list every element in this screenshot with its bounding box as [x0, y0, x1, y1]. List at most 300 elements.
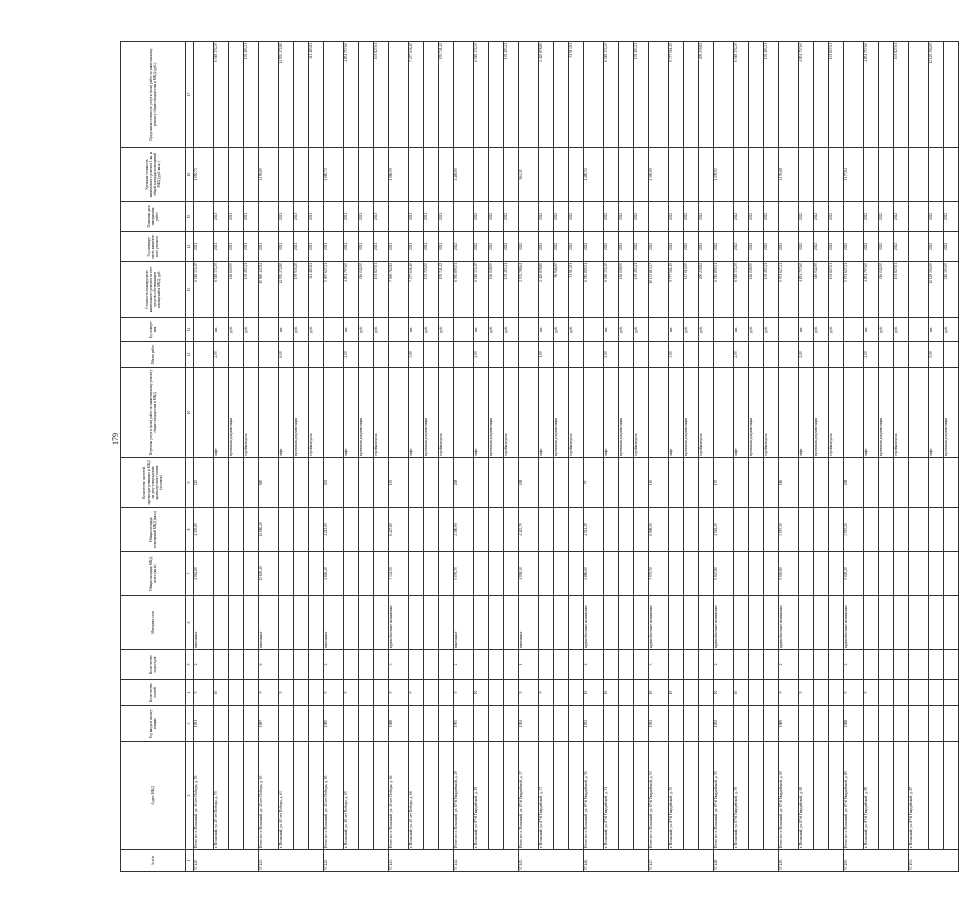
repair-year: 2022: [879, 232, 894, 262]
end-date: 2021: [294, 202, 309, 232]
premises-area: [489, 508, 504, 552]
premises-area: [569, 508, 584, 552]
table-row: [539, 42, 554, 872]
total-area: [504, 552, 519, 596]
total-area: 4 962,80: [194, 552, 214, 596]
build-year: [864, 706, 879, 742]
max-cost: [944, 42, 959, 148]
end-date: [909, 202, 929, 232]
total-area: [829, 552, 844, 596]
unit: шт.: [669, 318, 684, 342]
column-number: 10: [186, 368, 194, 458]
build-year: [294, 706, 309, 742]
residents: [409, 458, 424, 508]
column-number: 17: [186, 42, 194, 148]
repair-year: 2022: [929, 232, 944, 262]
floors: [489, 680, 504, 706]
unit-cost: [749, 148, 764, 202]
work-type: лифт: [539, 368, 554, 458]
table-row: [829, 42, 844, 872]
unit-cost: [879, 148, 894, 202]
max-cost: 101 827,61: [374, 42, 389, 148]
table-body: [194, 42, 959, 872]
work-type: стройконтроль: [439, 368, 454, 458]
table-row: [634, 42, 649, 872]
wall-material: [699, 596, 714, 650]
build-year: [814, 706, 829, 742]
repair-year: [909, 232, 929, 262]
entrances: [814, 650, 829, 680]
residents: [669, 458, 684, 508]
address: [749, 742, 764, 850]
max-cost: 209 239,82: [699, 42, 714, 148]
volume: [259, 342, 279, 368]
entrances: [684, 650, 699, 680]
build-year: 1992: [714, 706, 734, 742]
row-number: 57.140.: [194, 850, 259, 872]
work-type: проектная документация: [294, 368, 309, 458]
end-date: 2022: [554, 202, 569, 232]
residents: 580: [259, 458, 279, 508]
residents: 208: [519, 458, 539, 508]
volume: [359, 342, 374, 368]
volume: [489, 342, 504, 368]
unit: [584, 318, 604, 342]
column-header: Год планиру-емого капиталь-ного ремонта: [121, 232, 186, 262]
build-year: [229, 706, 244, 742]
residents: [294, 458, 309, 508]
entrances: 2: [779, 650, 799, 680]
planned-cost: 139 493,21: [504, 262, 519, 318]
rotated-document: [120, 42, 948, 872]
work-type: [649, 368, 669, 458]
volume: [699, 342, 714, 368]
row-number: 57.147.: [649, 850, 714, 872]
build-year: [214, 706, 229, 742]
table-row: [439, 42, 454, 872]
residents: [799, 458, 814, 508]
row-number: 57.150.: [844, 850, 909, 872]
planned-cost: 14 555 272,80: [279, 262, 294, 318]
unit-cost: [814, 148, 829, 202]
premises-area: 3 957,10: [779, 508, 799, 552]
table-row: [244, 42, 259, 872]
premises-area: [244, 508, 259, 552]
unit-cost: [439, 148, 454, 202]
floors: [879, 680, 894, 706]
column-number: 1: [186, 850, 194, 872]
repair-year: 2022: [699, 232, 714, 262]
max-cost: [424, 42, 439, 148]
unit: [714, 318, 734, 342]
unit-cost: [504, 148, 519, 202]
build-year: [409, 706, 424, 742]
floors: 10: [669, 680, 684, 706]
address: [879, 742, 894, 850]
wall-material: [359, 596, 374, 650]
total-area: [684, 552, 699, 596]
total-area: 5 076,70: [454, 552, 474, 596]
table-row: [749, 42, 764, 872]
planned-cost: 101 827,61: [374, 262, 389, 318]
build-year: [604, 706, 619, 742]
total-area: 4 826,40: [324, 552, 344, 596]
planned-cost: 9 777 561,45: [669, 262, 684, 318]
address: г. Волжский, ул. 87-й Гвардейской, д. 85: [864, 742, 879, 850]
work-type: лифт: [929, 368, 944, 458]
build-year: [929, 706, 944, 742]
planned-cost: 139 493,21: [244, 262, 259, 318]
end-date: 2022: [879, 202, 894, 232]
table-row: [604, 42, 619, 872]
table-row: [259, 42, 279, 872]
wall-material: крупноблочные силикатные: [389, 596, 409, 650]
premises-area: [634, 508, 649, 552]
repair-year: 2021: [194, 232, 214, 262]
address: [929, 742, 944, 850]
end-date: 2022: [489, 202, 504, 232]
work-type: [519, 368, 539, 458]
address-total: Итого по: г. Волжский, ул. 87-й Гвардейской, д. 51: [584, 742, 604, 850]
volume: [634, 342, 649, 368]
end-date: 2021: [279, 202, 294, 232]
unit: [519, 318, 539, 342]
table-row: [894, 42, 909, 872]
residents: 170: [714, 458, 734, 508]
wall-material: [489, 596, 504, 650]
table-row: [764, 42, 779, 872]
residents: 245: [194, 458, 214, 508]
column-number: 14: [186, 232, 194, 262]
work-type: лифт: [474, 368, 489, 458]
unit: руб.: [374, 318, 389, 342]
floors: 9: [454, 680, 474, 706]
total-area: [359, 552, 374, 596]
address: [244, 742, 259, 850]
wall-material: [374, 596, 389, 650]
work-type: [194, 368, 214, 458]
repair-year: 2022: [604, 232, 619, 262]
build-year: [799, 706, 814, 742]
max-cost: 6 518 374,30: [214, 42, 229, 148]
build-year: [699, 706, 714, 742]
repair-year: 2021: [259, 232, 279, 262]
max-cost: [194, 42, 214, 148]
volume: [909, 342, 929, 368]
entrances: 2: [714, 650, 734, 680]
build-year: [374, 706, 389, 742]
floors: [439, 680, 454, 706]
wall-material: панельные: [194, 596, 214, 650]
floors: [294, 680, 309, 706]
total-area: [309, 552, 324, 596]
premises-area: [669, 508, 684, 552]
entrances: [799, 650, 814, 680]
column-header: Коли-чество подъездов: [121, 650, 186, 680]
unit-cost: [359, 148, 374, 202]
wall-material: [894, 596, 909, 650]
volume: [244, 342, 259, 368]
max-cost: [879, 42, 894, 148]
work-type: проектная документация: [359, 368, 374, 458]
table-row: [279, 42, 294, 872]
total-cost: 6 783 895,51: [584, 262, 604, 318]
planned-cost: 101 827,61: [894, 262, 909, 318]
column-number: 13: [186, 262, 194, 318]
build-year: [539, 706, 554, 742]
floors: 9: [519, 680, 539, 706]
residents: [909, 458, 929, 508]
row-number: 57.142.: [324, 850, 389, 872]
repair-year: 2022: [764, 232, 779, 262]
max-cost: [619, 42, 634, 148]
table-row: [734, 42, 749, 872]
unit: шт.: [539, 318, 554, 342]
total-area: 4 886,60: [584, 552, 604, 596]
volume: [374, 342, 389, 368]
premises-area: [214, 508, 229, 552]
residents: [474, 458, 489, 508]
end-date: [454, 202, 474, 232]
premises-area: [929, 508, 944, 552]
address-total: Итого по: г. Волжский, ул. 87-й Гвардейской, д. 37: [519, 742, 539, 850]
max-cost: [584, 42, 604, 148]
end-date: 2022: [604, 202, 619, 232]
repair-year: 2022: [864, 232, 879, 262]
column-header: Материал стен: [121, 596, 186, 650]
table-row: [684, 42, 699, 872]
premises-area: [504, 508, 519, 552]
wall-material: панельные: [259, 596, 279, 650]
volume: [684, 342, 699, 368]
column-number: 5: [186, 650, 194, 680]
volume: [454, 342, 474, 368]
premises-area: 3 957,20: [844, 508, 864, 552]
entrances: [669, 650, 684, 680]
max-cost: [294, 42, 309, 148]
planned-cost: 126 028,00: [489, 262, 504, 318]
end-date: [779, 202, 799, 232]
repair-year: 2022: [454, 232, 474, 262]
unit-cost: [424, 148, 439, 202]
unit-cost: [909, 148, 929, 202]
max-cost: [909, 42, 929, 148]
unit-cost: 564,30: [519, 148, 539, 202]
floors: [229, 680, 244, 706]
work-type: проектная документация: [229, 368, 244, 458]
wall-material: [424, 596, 439, 650]
floors: 9: [779, 680, 799, 706]
floors: [504, 680, 519, 706]
premises-area: [764, 508, 779, 552]
repair-year: 2022: [489, 232, 504, 262]
unit: руб.: [439, 318, 454, 342]
floors: [374, 680, 389, 706]
build-year: [894, 706, 909, 742]
table-row: [554, 42, 569, 872]
planned-cost: 6 518 374,30: [474, 262, 489, 318]
address: [229, 742, 244, 850]
work-type: проектная документация: [879, 368, 894, 458]
unit-cost: [539, 148, 554, 202]
address: [814, 742, 829, 850]
end-date: 2021: [359, 202, 374, 232]
end-date: 2022: [814, 202, 829, 232]
premises-area: [684, 508, 699, 552]
work-type: стройконтроль: [504, 368, 519, 458]
max-cost: 139 493,21: [634, 42, 649, 148]
end-date: 2022: [894, 202, 909, 232]
entrances: 3: [649, 650, 669, 680]
end-date: 2021: [374, 202, 389, 232]
unit-cost: [344, 148, 359, 202]
unit: шт.: [214, 318, 229, 342]
entrances: [764, 650, 779, 680]
unit-cost: [554, 148, 569, 202]
address-total: Итого по: г. Волжский, ул. 87-й Гвардейской, д. 53: [649, 742, 669, 850]
build-year: 1988: [389, 706, 409, 742]
build-year: 1992: [584, 706, 604, 742]
max-cost: 4 851 757,60: [864, 42, 879, 148]
column-number: 6: [186, 596, 194, 650]
planned-cost: 209 239,82: [699, 262, 714, 318]
page-number: 179: [111, 433, 120, 445]
premises-area: [944, 508, 959, 552]
entrances: 2: [194, 650, 214, 680]
max-cost: [714, 42, 734, 148]
column-header: Ед. измере-ния: [121, 318, 186, 342]
premises-area: [539, 508, 554, 552]
address-total: Итого по: г. Волжский, ул. 87-й Гвардейской, д. 85: [844, 742, 864, 850]
volume: [749, 342, 764, 368]
row-number: 57.144.: [454, 850, 519, 872]
unit: руб.: [309, 318, 324, 342]
planned-cost: 159 930,20: [294, 262, 309, 318]
residents: [764, 458, 779, 508]
wall-material: [279, 596, 294, 650]
max-cost: 6 518 374,30: [604, 42, 619, 148]
repair-year: 2021: [294, 232, 309, 262]
build-year: [279, 706, 294, 742]
wall-material: панельные: [324, 596, 344, 650]
entrances: [634, 650, 649, 680]
table-row: [374, 42, 389, 872]
wall-material: [539, 596, 554, 650]
unit-cost: [684, 148, 699, 202]
wall-material: крупноблочные силикатные: [714, 596, 734, 650]
total-area: [764, 552, 779, 596]
end-date: 2022: [539, 202, 554, 232]
max-cost: 139 493,21: [504, 42, 519, 148]
build-year: 1994: [519, 706, 539, 742]
wall-material: [294, 596, 309, 650]
unit: [259, 318, 279, 342]
unit: руб.: [894, 318, 909, 342]
entrances: [539, 650, 554, 680]
total-cost: 6 783 895,51: [714, 262, 734, 318]
planned-cost: 6 518 374,30: [734, 262, 749, 318]
volume: [894, 342, 909, 368]
max-cost: 4 851 757,60: [344, 42, 359, 148]
max-cost: [389, 42, 409, 148]
total-area: [244, 552, 259, 596]
floors: 10: [604, 680, 619, 706]
max-cost: 311 483,84: [309, 42, 324, 148]
repair-year: 2022: [734, 232, 749, 262]
volume: [619, 342, 634, 368]
planned-cost: 126 620,00: [229, 262, 244, 318]
wall-material: крупноблочные силикатные: [844, 596, 864, 650]
entrances: [504, 650, 519, 680]
residents: [244, 458, 259, 508]
unit-cost: 1 086,59: [389, 148, 409, 202]
table-row: [814, 42, 829, 872]
address: г. Волжский, ул. 40 лет Победы, д. 66: [409, 742, 424, 850]
entrances: 2: [454, 650, 474, 680]
entrances: [699, 650, 714, 680]
end-date: 2021: [344, 202, 359, 232]
unit: шт.: [864, 318, 879, 342]
build-year: [474, 706, 489, 742]
residents: [944, 458, 959, 508]
address-total: Итого по: г. Волжский, ул. 40 лет Победы, д. 66: [389, 742, 409, 850]
end-date: 2021: [214, 202, 229, 232]
column-header: Объем работ: [121, 342, 186, 368]
repair-year: 2022: [844, 232, 864, 262]
column-number: 7: [186, 552, 194, 596]
entrances: [879, 650, 894, 680]
total-area: [294, 552, 309, 596]
floors: 9: [389, 680, 409, 706]
floors: [359, 680, 374, 706]
end-date: 2022: [944, 202, 959, 232]
total-area: [619, 552, 634, 596]
wall-material: [749, 596, 764, 650]
wall-material: [814, 596, 829, 650]
volume: [814, 342, 829, 368]
planned-cost: 4 851 757,60: [799, 262, 814, 318]
address: г. Волжский, ул. 87-й Гвардейской, д. 53: [669, 742, 684, 850]
repair-year: 2021: [374, 232, 389, 262]
floors: 9: [324, 680, 344, 706]
wall-material: крупноблочные силикатные: [779, 596, 799, 650]
premises-area: [554, 508, 569, 552]
entrances: [359, 650, 374, 680]
unit-cost: 1 177,84: [844, 148, 864, 202]
premises-area: 4 380,90: [454, 508, 474, 552]
total-area: [799, 552, 814, 596]
max-cost: 12 129 394,00: [929, 42, 944, 148]
work-type: стройконтроль: [829, 368, 844, 458]
repair-year: 2022: [894, 232, 909, 262]
build-year: 1991: [194, 706, 214, 742]
planned-cost: 101 827,61: [829, 262, 844, 318]
end-date: [519, 202, 539, 232]
address-total: Итого по: г. Волжский, ул. 40 лет Победы, д. 65: [324, 742, 344, 850]
unit: руб.: [294, 318, 309, 342]
address-total: Итого по: г. Волжский, ул. 87-й Гвардейской, д. 55: [714, 742, 734, 850]
residents: 208: [844, 458, 864, 508]
max-cost: [519, 42, 539, 148]
premises-area: [374, 508, 389, 552]
end-date: 2022: [764, 202, 779, 232]
work-type: [259, 368, 279, 458]
unit-cost: [929, 148, 944, 202]
entrances: [864, 650, 879, 680]
premises-area: [864, 508, 879, 552]
volume: [389, 342, 409, 368]
total-area: [214, 552, 229, 596]
